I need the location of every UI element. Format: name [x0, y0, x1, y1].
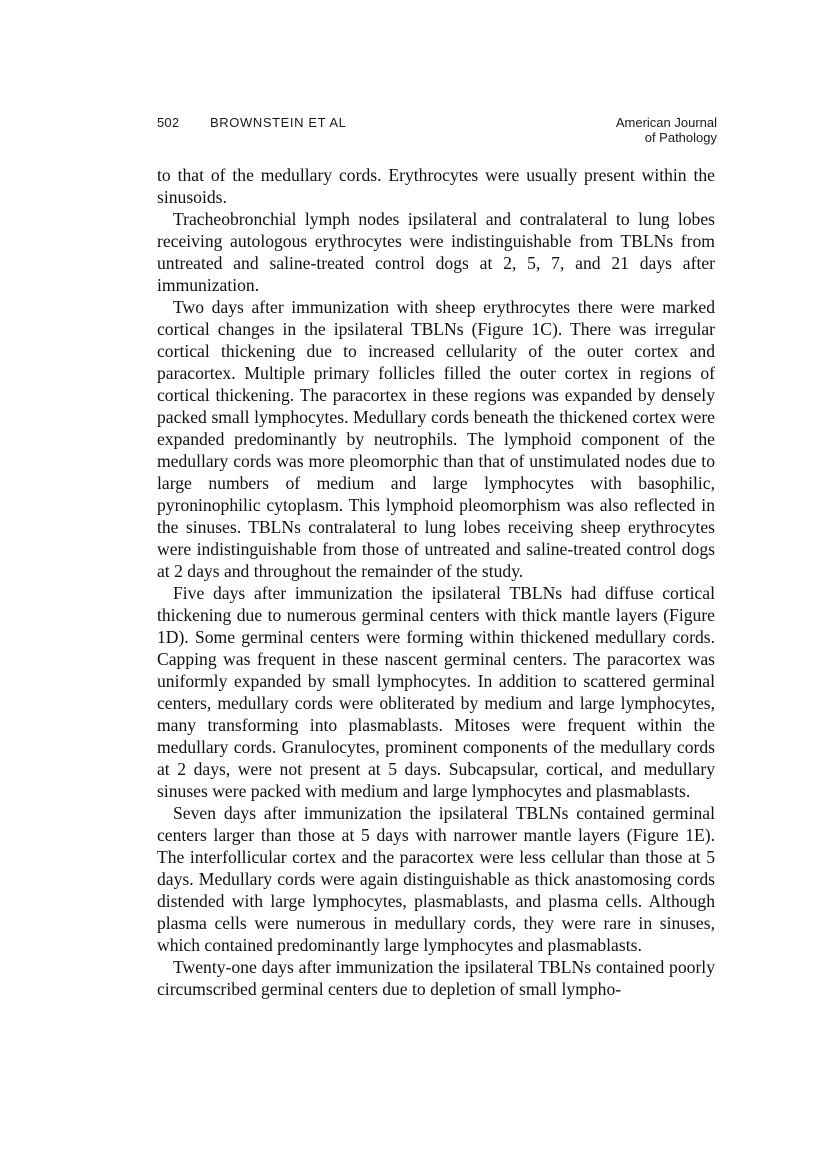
journal-name-line-1: American Journal — [615, 115, 717, 130]
body-text — [157, 164, 715, 1000]
paragraph-autologous-controls: Tracheobronchial lymph nodes ipsilateral and contralateral to lung lobes receiving autologous erythrocytes were indistinguishable from TBLNs from untreated and saline-treated control dogs at 2, 5, 7, and 21 days after immunization. — [157, 209, 715, 295]
paragraph-seven-days: Seven days after immunization the ipsilateral TBLNs contained germinal centers larger than those at 5 days with narrower mantle layers (Figure 1E). The interfollicular cortex and the paracortex were less cellular than those at 5 days. Medullary cords were again distinguishable as thick anastomosing cords distended with large lymphocytes, plasmablasts, and plasma cells. Although plasma cells were numerous in medullary cords, they were rare in sinuses, which contained predominantly large lymphocytes and plasmablasts. — [157, 803, 715, 955]
paragraph-continuation: to that of the medullary cords. Erythrocytes were usually present within the sinusoids. — [157, 165, 715, 207]
page-number: 502 — [157, 115, 180, 130]
paragraph-twenty-one-days: Twenty-one days after immunization the ipsilateral TBLNs contained poorly circumscribed germinal centers due to depletion of small lympho- — [157, 957, 715, 999]
journal-name — [616, 115, 717, 145]
paragraph-five-days: Five days after immunization the ipsilateral TBLNs had diffuse cortical thickening due to numerous germinal centers with thick mantle layers (Figure 1D). Some germinal centers were forming within thickened medullary cords. Capping was frequent in these nascent germinal centers. The paracortex was uniformly expanded by small lymphocytes. In addition to scattered germinal centers, medullary cords were obliterated by medium and large lymphocytes, many transforming into plasmablasts. Mitoses were frequent within the medullary cords. Granulocytes, prominent components of the medullary cords at 2 days, were not present at 5 days. Subcapsular, cortical, and medullary sinuses were packed with medium and large lymphocytes and plasmablasts. — [157, 583, 715, 801]
journal-name-line-2: of Pathology — [644, 130, 717, 145]
page-header — [157, 113, 717, 153]
running-head-authors: BROWNSTEIN ET AL — [210, 115, 347, 130]
paragraph-two-days: Two days after immunization with sheep erythrocytes there were marked cortical changes in the ipsilateral TBLNs (Figure 1C). There was irregular cortical thickening due to increased cellularity of the outer cortex and paracortex. Multiple primary follicles filled the outer cortex in regions of cortical thickening. The paracortex in these regions was expanded by densely packed small lymphocytes. Medullary cords beneath the thickened cortex were expanded predominantly by neutrophils. The lymphoid component of the medullary cords was more pleomorphic than that of unstimulated nodes due to large numbers of medium and large lymphocytes with basophilic, pyroninophilic cytoplasm. This lymphoid pleomorphism was also reflected in the sinuses. TBLNs contralateral to lung lobes receiving sheep erythrocytes were indistinguishable from those of untreated and saline-treated control dogs at 2 days and throughout the remainder of the study. — [157, 297, 715, 581]
